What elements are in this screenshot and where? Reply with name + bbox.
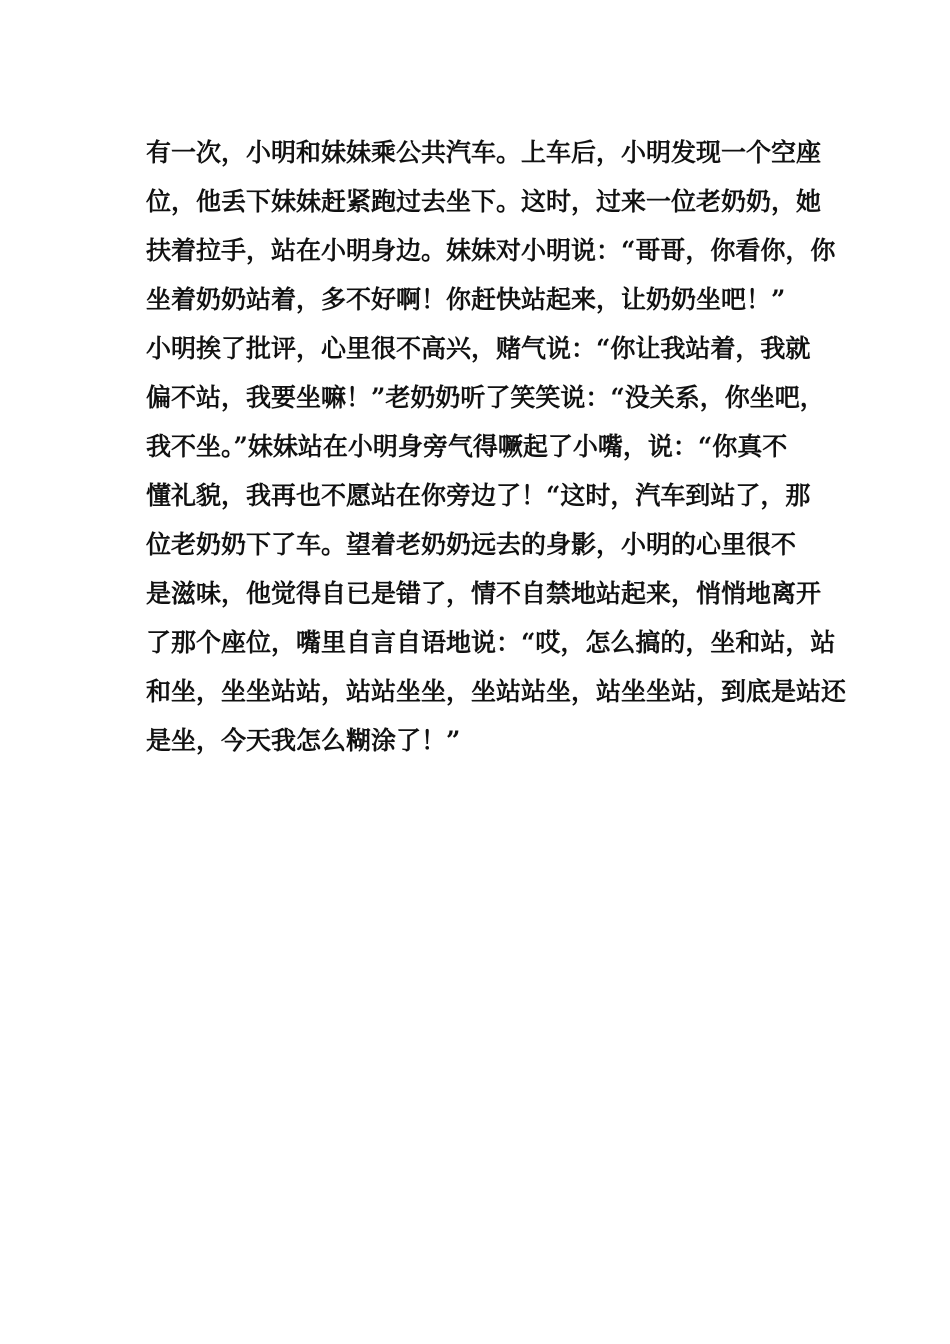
text-line-12: 和坐，坐坐站站，站站坐坐，坐站站坐，站坐坐站，到底是站还: [146, 677, 847, 706]
text-line-9: 位老奶奶下了车。望着老奶奶远去的身影，小明的心里很不: [146, 530, 797, 559]
text-line-10: 是滋味，他觉得自已是错了，情不自禁地站起来，悄悄地离开: [146, 579, 822, 608]
text-line-13: 是坐，今天我怎么糊涂了！”: [146, 726, 461, 755]
text-line-8: 懂礼貌，我再也不愿站在你旁边了！“这时，汽车到站了，那: [146, 481, 811, 510]
text-line-7: 我不坐。”妹妹站在小明身旁气得噘起了小嘴，说：“你真不: [146, 432, 788, 461]
text-line-6: 偏不站，我要坐嘛！”老奶奶听了笑笑说：“没关系，你坐吧，: [146, 383, 825, 412]
text-line-3: 扶着拉手，站在小明身边。妹妹对小明说：“哥哥，你看你，你: [146, 236, 836, 265]
text-line-5: 小明挨了批评，心里很不高兴，赌气说：“你让我站着，我就: [146, 334, 811, 363]
text-line-11: 了那个座位，嘴里自言自语地说：“哎，怎么搞的，坐和站，站: [146, 628, 836, 657]
text-line-2: 位，他丢下妹妹赶紧跑过去坐下。这时，过来一位老奶奶，她: [146, 187, 822, 216]
text-line-4: 坐着奶奶站着，多不好啊！你赶快站起来，让奶奶坐吧！”: [146, 285, 786, 314]
story-paragraph: [146, 128, 847, 765]
text-line-1: 有一次，小明和妹妹乘公共汽车。上车后，小明发现一个空座: [146, 138, 822, 167]
